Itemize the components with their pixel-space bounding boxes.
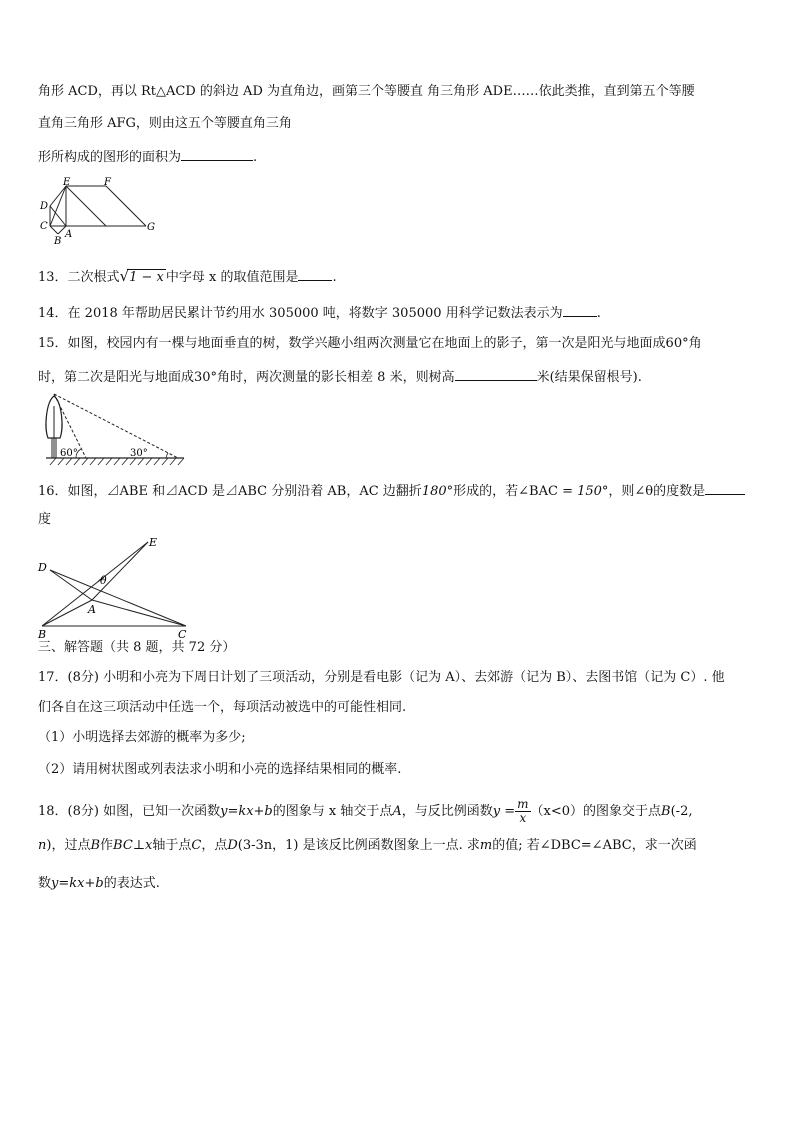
q18-l3-a: 数 [38, 876, 52, 891]
q18-line1 [38, 798, 692, 825]
q18-l1-a: 18．(8分) 如图，已知一次函数 [38, 804, 221, 819]
q18-l1-f: （x<0）的图象交于点 [530, 804, 662, 819]
q18-l2-l: 的值; 若∠DBC=∠ABC，求一次函 [492, 838, 697, 853]
q12-label-e: E [63, 177, 71, 188]
q16-label-e: E [149, 536, 158, 549]
q18-l2-a: n [38, 838, 47, 853]
q18-frac-num: m [517, 797, 529, 811]
q18-point-a: A [392, 804, 402, 819]
q18-frac-den: x [519, 811, 527, 825]
q13-prefix: 13．二次根式 [38, 270, 120, 285]
q15-answer-blank[interactable] [455, 368, 537, 381]
q18-l2-i: D [227, 838, 238, 853]
q18-fraction [515, 798, 530, 825]
q16-text-e: ，则∠θ的度数是 [608, 484, 706, 499]
q14-answer-blank[interactable] [563, 304, 597, 317]
q16-figure [34, 532, 204, 640]
q16-line2: 度 [38, 512, 52, 527]
q12-line2: 直角三角形 AFG，则由这五个等腰直角三角 [38, 116, 292, 131]
q18-l2-h: ，点 [201, 838, 228, 853]
q12-line3-end: . [253, 150, 258, 165]
q18-l2-g: C [191, 838, 202, 853]
q13-radicand: 1 − x [129, 270, 164, 285]
q16-label-b: B [38, 628, 47, 640]
q12-label-a: A [65, 229, 73, 240]
q17-line1: 17．(8分) 小明和小亮为下周日计划了三项活动，分别是看电影（记为 A）、去郊游（记为 B）、去图书馆（记为 C）. 他 [38, 670, 725, 685]
q18-l2-k: m [479, 838, 493, 853]
q16-label-c: C [178, 628, 187, 640]
q17-line2: 们各自在这三项活动中任选一个，每项活动被选中的可能性相同. [38, 700, 407, 715]
q18-linear-func: y=kx+b [220, 804, 273, 819]
q14-text: 14．在 2018 年帮助居民累计节约用水 305000 吨，将数字 305000 用科学记数法表示为 [38, 306, 563, 321]
q18-l3-b: y=kx+b [51, 876, 104, 891]
q12-label-g: G [147, 222, 155, 233]
q18-l2-b: )，过点 [46, 838, 91, 853]
q13 [38, 268, 337, 286]
q12-label-f: F [104, 177, 111, 188]
q16-label-d: D [38, 561, 47, 574]
q15-line2-end: 米(结果保留根号). [536, 370, 642, 385]
q15-angle-60: 60° [60, 448, 78, 459]
q18-l1-e: ，与反比例函数 [401, 804, 493, 819]
q13-end: . [332, 270, 337, 285]
q18-l1-c: 的图象与 x 轴交于点 [272, 804, 393, 819]
q12-line1: 角形 ACD，再以 Rt△ACD 的斜边 AD 为直角边，画第三个等腰直 角三角形 ADE……依此类推，直到第五个等腰 [38, 84, 695, 99]
q18-line3 [38, 876, 160, 892]
q13-answer-blank[interactable] [298, 268, 332, 281]
q18-point-b: B [661, 804, 671, 819]
q16-answer-blank[interactable] [705, 482, 745, 495]
q15-figure [38, 388, 188, 468]
q16-text-a: 16．如图，⊿ABE 和⊿ACD 是⊿ABC 分别沿着 AB，AC 边翻折 [38, 484, 422, 499]
q15-line2-text: 时，第二次是阳光与地面成30°角时，两次测量的影长相差 8 米，则树高 [38, 370, 455, 385]
q12-figure [36, 176, 166, 248]
q12-label-d: D [40, 201, 49, 212]
q16-line1 [38, 482, 745, 500]
q18-l1-h: (-2, [670, 804, 693, 819]
q18-frac-lhs: y = [492, 804, 516, 819]
q16-label-theta: θ [100, 574, 107, 587]
q14 [38, 304, 601, 322]
q18-l2-e: BC⊥x [113, 838, 153, 853]
q15-line2 [38, 368, 642, 386]
q18-l2-f: 轴于点 [152, 838, 192, 853]
q18-line2 [38, 838, 697, 854]
q16-text-d: = 150° [562, 484, 609, 499]
q12-line3 [38, 148, 257, 166]
q16-text-c: 形成的，若∠BAC [453, 484, 563, 499]
sqrt-symbol-icon: √ [119, 267, 130, 285]
q17-part1: （1）小明选择去郊游的概率为多少; [38, 730, 246, 745]
q18-l2-j: (3-3n，1) 是该反比例函数图象上一点. 求 [237, 838, 480, 853]
q18-l2-d: 作 [100, 838, 114, 853]
q17-part2: （2）请用树状图或列表法求小明和小亮的选择结果相同的概率. [38, 762, 402, 777]
q16-text-b: 180° [421, 484, 454, 499]
q14-end: . [596, 306, 601, 321]
q18-l2-c: B [90, 838, 101, 853]
section-3-heading: 三、解答题（共 8 题，共 72 分） [38, 640, 236, 655]
q12-label-c: C [40, 221, 48, 232]
q15-line1: 15．如图，校园内有一棵与地面垂直的树，数学兴趣小组两次测量它在地面上的影子，第一次是阳光与地面成60°角 [38, 336, 702, 351]
q15-angle-30: 30° [130, 448, 148, 459]
q12-line3-text: 形所构成的图形的面积为 [38, 150, 182, 165]
q13-suffix: 中字母 x 的取值范围是 [165, 270, 299, 285]
q16-label-a: A [88, 603, 96, 616]
q12-answer-blank[interactable] [181, 148, 253, 161]
q18-l3-c: 的表达式. [103, 876, 160, 891]
q12-label-b: B [54, 236, 62, 247]
